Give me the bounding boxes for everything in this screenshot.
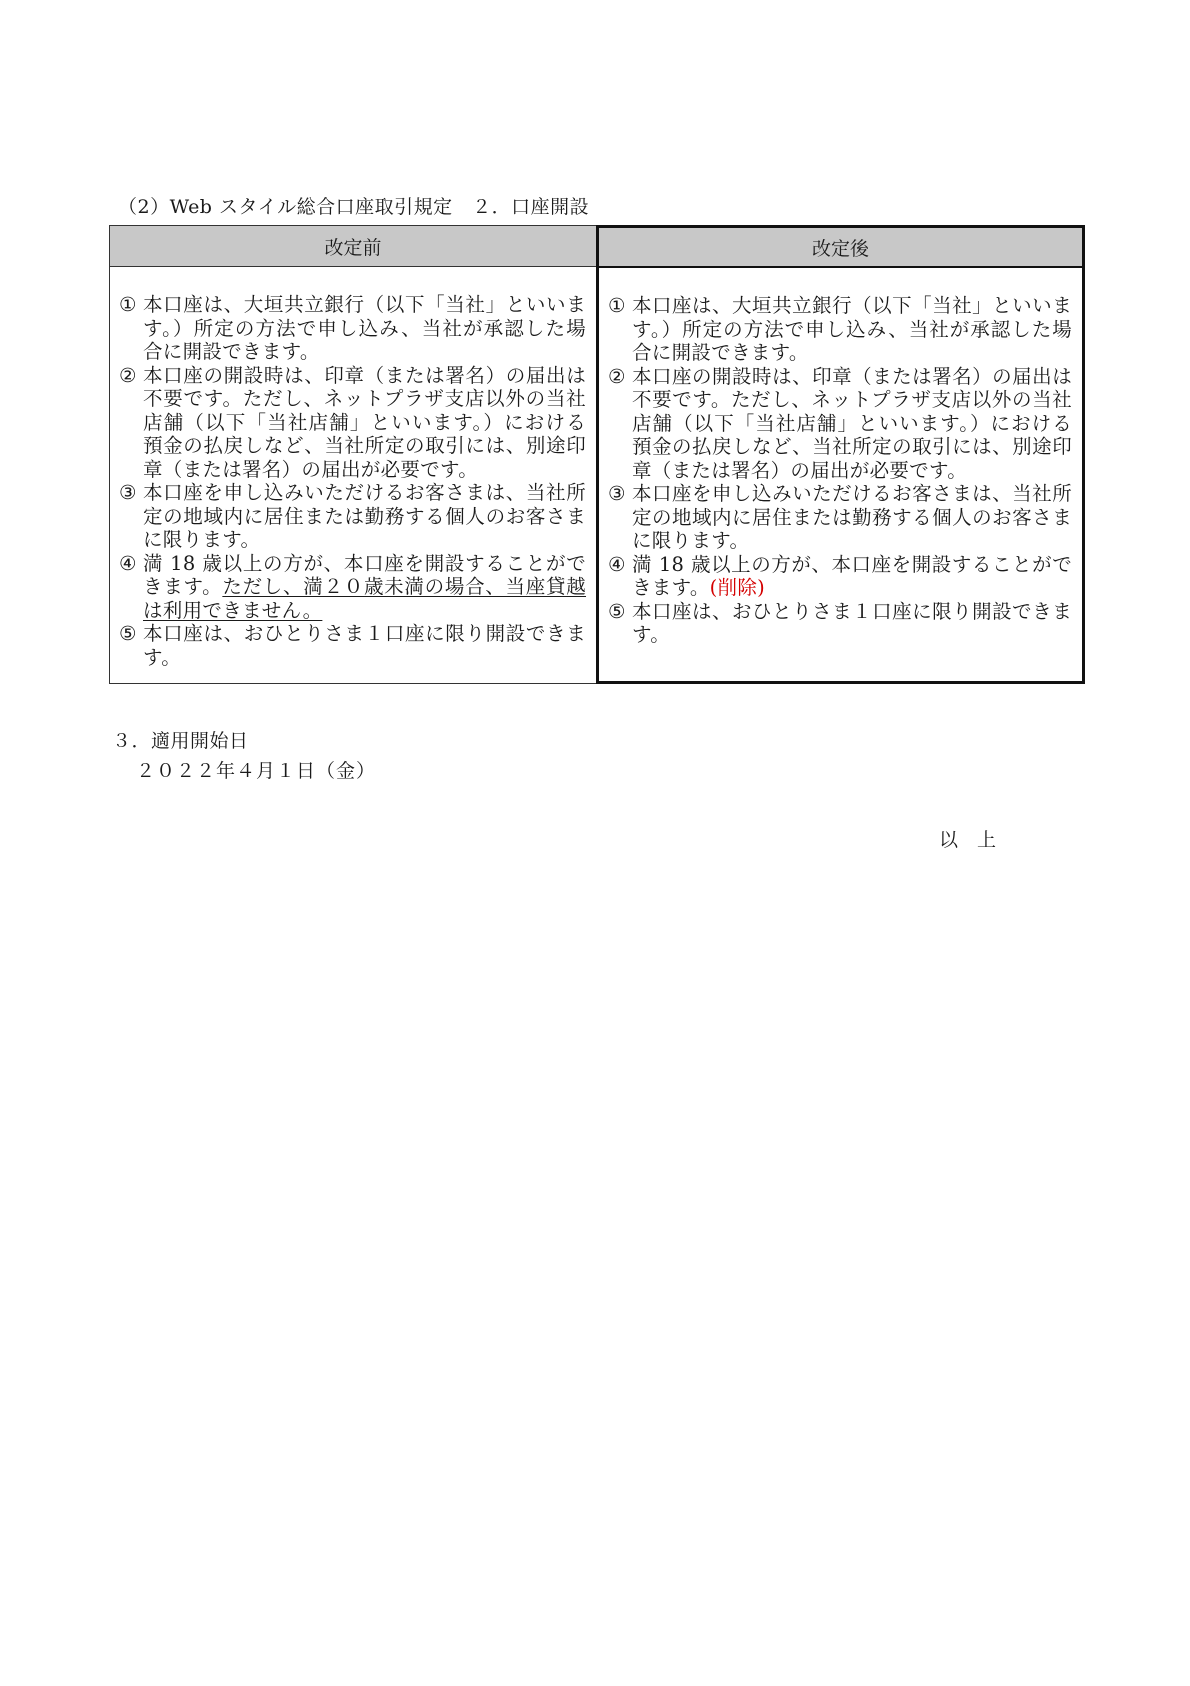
after-item-4 bbox=[608, 553, 1072, 600]
item-number: ② bbox=[608, 364, 626, 388]
item-text: 本口座は、おひとりさま１口座に限り開設できます。 bbox=[632, 599, 1072, 646]
after-column-header: 改定後 bbox=[599, 228, 1082, 268]
before-item-3 bbox=[119, 481, 586, 552]
item-text-wrapper bbox=[632, 553, 1072, 600]
item-text-wrapper bbox=[143, 552, 586, 623]
section-heading: （2）Web スタイル総合口座取引規定 ２．口座開設 bbox=[118, 196, 590, 218]
item-number: ③ bbox=[608, 482, 626, 505]
item-text: 本口座は、おひとりさま１口座に限り開設できます。 bbox=[143, 622, 586, 669]
item-text: 本口座を申し込みいただけるお客さまは、当社所定の地域内に居住または勤務する個人のお客さまに限ります。 bbox=[632, 482, 1072, 552]
before-item-list bbox=[110, 267, 596, 669]
comparison-table bbox=[109, 225, 1085, 684]
after-item-1 bbox=[608, 294, 1072, 365]
item-number: ① bbox=[119, 293, 137, 316]
effective-date: ２０２２年４月１日（金） bbox=[136, 760, 377, 782]
after-item-2 bbox=[608, 365, 1072, 483]
item-number: ④ bbox=[119, 551, 137, 575]
after-item-5 bbox=[608, 600, 1072, 647]
before-item-2 bbox=[119, 364, 586, 482]
underlined-removed-text: ただし、満２０歳未満の場合、当座貸越は利用できません。 bbox=[143, 575, 587, 622]
item-number: ④ bbox=[608, 552, 626, 576]
deleted-note: (削除) bbox=[709, 576, 766, 599]
item-text: 本口座は、大垣共立銀行（以下「当社」といいます。）所定の方法で申し込み、当社が承認した場合に開設できます。 bbox=[143, 293, 586, 363]
before-column-header: 改定前 bbox=[110, 226, 596, 267]
item-text: 満 18 歳以上の方が、本口座を開設することができます。 bbox=[632, 552, 1072, 599]
effective-date-heading: ３．適用開始日 bbox=[112, 730, 249, 752]
item-text: 満 18 歳以上の方が、本口座を開設することができます。 bbox=[143, 551, 586, 598]
after-item-3 bbox=[608, 482, 1072, 553]
item-number: ③ bbox=[119, 481, 137, 504]
item-text: 本口座を申し込みいただけるお客さまは、当社所定の地域内に居住または勤務する個人のお客さまに限ります。 bbox=[143, 481, 586, 551]
before-item-1 bbox=[119, 293, 586, 364]
item-text: 本口座の開設時は、印章（または署名）の届出は不要です。ただし、ネットプラザ支店以外の当社店舗（以下「当社店舗」といいます。）における預金の払戻しなど、当社所定の取引には、別途印章（または署名）の届出が必要です。 bbox=[143, 363, 586, 481]
item-number: ⑤ bbox=[119, 622, 137, 645]
item-text: 本口座は、大垣共立銀行（以下「当社」といいます。）所定の方法で申し込み、当社が承認した場合に開設できます。 bbox=[632, 294, 1072, 364]
item-text: 本口座の開設時は、印章（または署名）の届出は不要です。ただし、ネットプラザ支店以外の当社店舗（以下「当社店舗」といいます。）における預金の払戻しなど、当社所定の取引には、別途印章（または署名）の届出が必要です。 bbox=[632, 364, 1072, 482]
before-item-5 bbox=[119, 622, 586, 669]
before-item-4 bbox=[119, 552, 586, 623]
closing-mark: 以 上 bbox=[939, 829, 997, 851]
item-number: ⑤ bbox=[608, 599, 626, 623]
after-item-list bbox=[599, 268, 1082, 647]
item-number: ① bbox=[608, 294, 626, 317]
item-number: ② bbox=[119, 363, 137, 387]
before-column bbox=[109, 225, 597, 684]
after-column bbox=[596, 225, 1085, 684]
